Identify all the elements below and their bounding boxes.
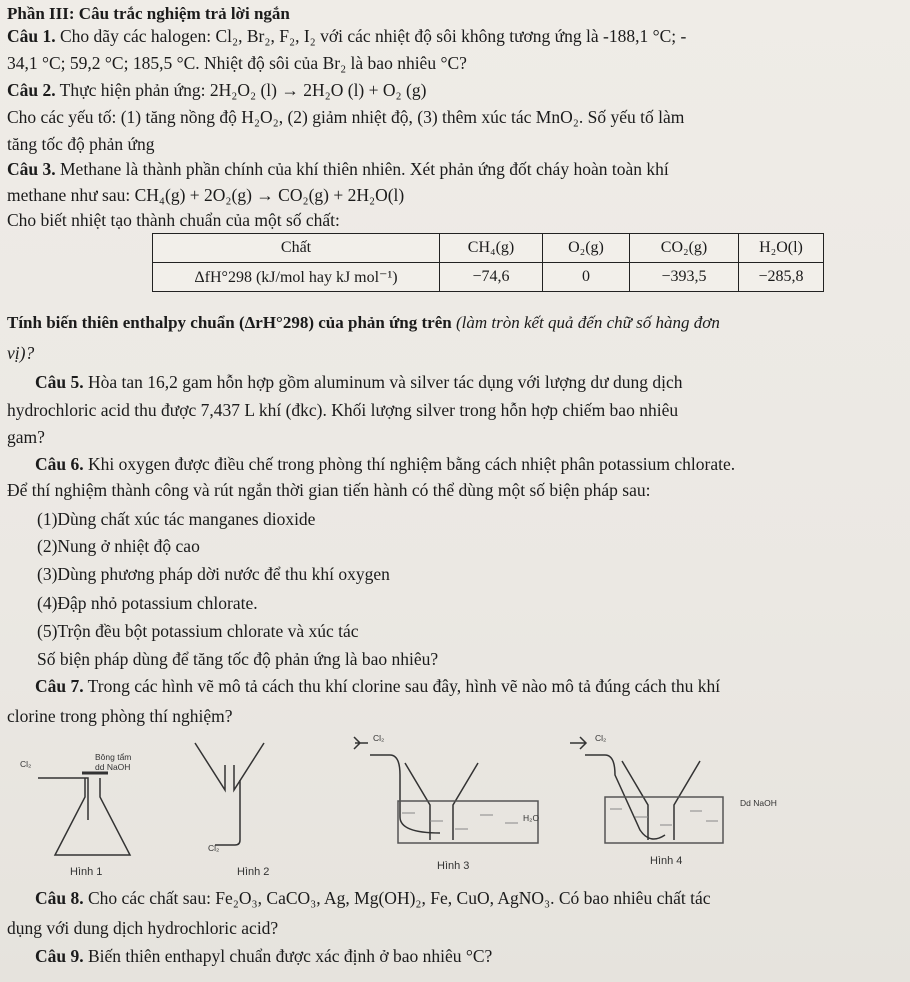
question-9-label: Câu 9. (35, 946, 84, 966)
table-cell: −393,5 (630, 263, 739, 292)
question-2-label: Câu 2. (7, 80, 56, 100)
figure-2-caption: Hình 2 (237, 866, 270, 878)
table-row (153, 263, 824, 292)
fig1-cotton-label: Bông tẩm (95, 752, 132, 762)
table-header-cell: O₂(g) (543, 234, 630, 263)
question-8-line1: Cho các chất sau: Fe₂O₃, CaCO₃, Ag, Mg(OH)₂, Fe, CuO, AgNO₃. Có bao nhiêu chất tác (83, 888, 711, 908)
question-7-line1: Trong các hình vẽ mô tả cách thu khí clorine sau đây, hình vẽ nào mô tả đúng cách thu khí (83, 676, 721, 696)
fig3-cl2-label: Cl₂ (373, 733, 385, 743)
question-6-option: (5)Trộn đều bột potassium chlorate và xúc tác (37, 621, 359, 641)
table-header-cell: Chất (153, 234, 440, 263)
fig4-naoh-label: Dd NaOH (740, 798, 777, 808)
question-2-line3: tăng tốc độ phản ứng (7, 134, 155, 154)
table-cell: −74,6 (440, 263, 543, 292)
fig2-cl2-label: Cl₂ (208, 843, 220, 853)
fig4-cl2-label: Cl₂ (595, 733, 607, 743)
question-1-line1: Cho dãy các halogen: Cl₂, Br₂, F₂, I₂ với các nhiệt độ sôi không tương ứng là -188,1 °C; - (55, 26, 687, 46)
figure-3-caption: Hình 3 (437, 860, 470, 872)
funnel-2 (195, 743, 264, 790)
fig3-water-label: H₂O (523, 813, 540, 823)
question-5 (35, 371, 683, 393)
fig1-cl2-label: Cl₂ (20, 759, 32, 769)
question-3-line1: Methane là thành phần chính của khí thiên nhiên. Xét phản ứng đốt cháy hoàn toàn khí (55, 159, 669, 179)
question-5-line1: Hòa tan 16,2 gam hỗn hợp gồm aluminum và silver tác dụng với lượng dư dung dịch (83, 372, 683, 392)
funnel-4 (622, 761, 700, 840)
question-6-option: (2)Nung ở nhiệt độ cao (37, 536, 200, 556)
question-3-line4-main: Tính biến thiên enthalpy chuẩn (ΔrH°298) của phản ứng trên (7, 313, 452, 332)
table-cell: 0 (543, 263, 630, 292)
fig1-naoh-label: dd NaOH (95, 762, 131, 772)
table-header-cell: H₂O(l) (739, 234, 824, 263)
enthalpy-table (152, 233, 824, 292)
question-3-label: Câu 3. (7, 159, 56, 179)
question-6-label: Câu 6. (35, 454, 84, 474)
question-9 (35, 945, 492, 967)
question-8 (35, 887, 711, 909)
question-1 (7, 25, 686, 47)
question-8-line2: dụng với dung dịch hydrochloric acid? (7, 918, 279, 938)
figure-1-caption: Hình 1 (70, 866, 103, 878)
flask-1 (55, 778, 130, 855)
question-8-label: Câu 8. (35, 888, 84, 908)
delivery-tube-1 (38, 778, 88, 820)
question-6-option: (1)Dùng chất xúc tác manganes dioxide (37, 509, 316, 529)
question-7-line2: clorine trong phòng thí nghiệm? (7, 706, 233, 726)
question-6-option: (3)Dùng phương pháp dời nước để thu khí oxygen (37, 564, 390, 584)
question-5-line3: gam? (7, 427, 45, 447)
figure-4-caption: Hình 4 (650, 855, 683, 867)
table-header-cell: CO₂(g) (630, 234, 739, 263)
question-3 (7, 158, 669, 180)
question-3-line4 (7, 312, 720, 334)
question-6-option: (4)Đập nhỏ potassium chlorate. (37, 593, 258, 613)
question-6-line1: Khi oxygen được điều chế trong phòng thí nghiệm bằng cách nhiệt phân potassium chlorate. (83, 454, 736, 474)
question-1-line2: 34,1 °C; 59,2 °C; 185,5 °C. Nhiệt độ sôi của Br₂ là bao nhiêu °C? (7, 53, 467, 73)
water-trough-3 (398, 801, 538, 843)
question-2 (7, 79, 426, 101)
question-3-line4-note: (làm tròn kết quả đến chữ số hàng đơn (451, 313, 720, 332)
question-2-line1: Thực hiện phản ứng: 2H₂O₂ (l) → 2H₂O (l) + O₂ (g) (55, 80, 427, 100)
question-5-label: Câu 5. (35, 372, 84, 392)
question-6 (35, 453, 735, 475)
table-header-cell: CH₄(g) (440, 234, 543, 263)
question-7 (35, 675, 720, 697)
part-title: Phần III: Câu trắc nghiệm trả lời ngắn (7, 4, 290, 23)
question-5-line2: hydrochloric acid thu được 7,437 L khí (đkc). Khối lượng silver trong hỗn hợp chiếm bao nhiêu (7, 400, 679, 420)
table-cell: −285,8 (739, 263, 824, 292)
question-9-line1: Biến thiên enthapyl chuẩn được xác định ở bao nhiêu °C? (83, 946, 493, 966)
delivery-tube-2 (215, 780, 240, 845)
question-6-line2: Để thí nghiệm thành công và rút ngắn thời gian tiến hành có thể dùng một số biện pháp sau: (7, 480, 651, 500)
question-2-line2: Cho các yếu tố: (1) tăng nồng độ H₂O₂, (2) giảm nhiệt độ, (3) thêm xúc tác MnO₂. Số yếu tố làm (7, 107, 685, 127)
question-6-question: Số biện pháp dùng để tăng tốc độ phản ứng là bao nhiêu? (37, 649, 439, 669)
table-header-row (153, 234, 824, 263)
question-1-label: Câu 1. (7, 26, 56, 46)
question-3-line2: methane như sau: CH₄(g) + 2O₂(g) → CO₂(g) + 2H₂O(l) (7, 185, 405, 205)
question-7-label: Câu 7. (35, 676, 84, 696)
question-3-line3: Cho biết nhiệt tạo thành chuẩn của một số chất: (7, 210, 340, 230)
table-row-label: ΔfH°298 (kJ/mol hay kJ mol⁻¹) (153, 263, 440, 292)
question-3-line5: vị)? (7, 343, 35, 363)
